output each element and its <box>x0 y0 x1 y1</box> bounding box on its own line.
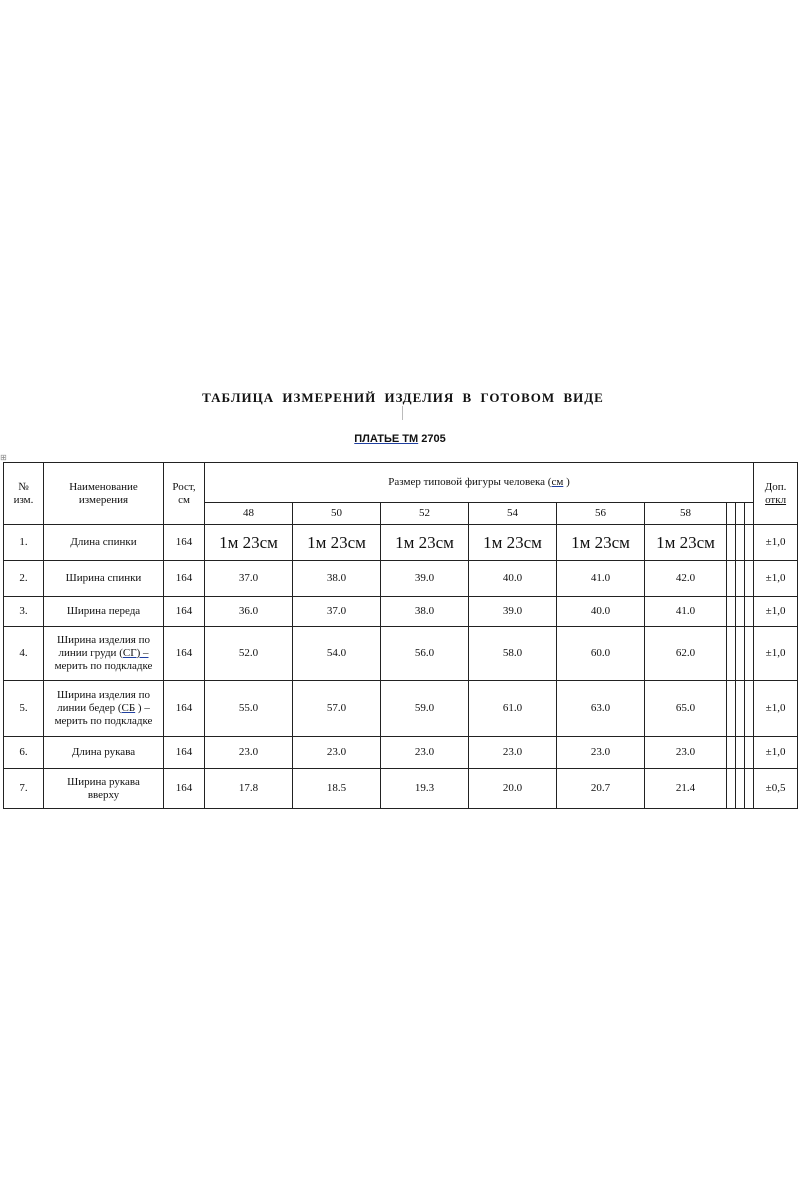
row-value: 1м 23см <box>205 525 293 561</box>
row-value: 39.0 <box>469 597 557 627</box>
document-subtitle-rest: 2705 <box>418 433 446 445</box>
table-anchor-icon: ⊞ <box>0 453 7 462</box>
measurement-table <box>3 462 798 809</box>
row-value: 23.0 <box>205 737 293 769</box>
table-row <box>4 737 798 769</box>
table-row <box>4 769 798 809</box>
row-value: 57.0 <box>293 681 381 737</box>
empty-cell <box>745 769 754 809</box>
document-title: ТАБЛИЦА ИЗМЕРЕНИЙ ИЗДЕЛИЯ В ГОТОВОМ ВИДЕ <box>202 390 604 405</box>
row-value: 23.0 <box>381 737 469 769</box>
row-tolerance: ±1,0 <box>754 627 798 681</box>
table-row <box>4 627 798 681</box>
empty-cell <box>736 561 745 597</box>
row-value: 63.0 <box>557 681 645 737</box>
row-value: 1м 23см <box>469 525 557 561</box>
row-tolerance: ±1,0 <box>754 561 798 597</box>
row-tolerance: ±1,0 <box>754 525 798 561</box>
row-value: 39.0 <box>381 561 469 597</box>
row-value: 18.5 <box>293 769 381 809</box>
table-row <box>4 525 798 561</box>
row-value: 58.0 <box>469 627 557 681</box>
header-tolerance: Доп. откл <box>754 463 798 525</box>
row-num: 7. <box>4 769 44 809</box>
row-height: 164 <box>164 737 205 769</box>
document-subtitle-underlined: ПЛАТЬЕ ТМ <box>354 433 419 445</box>
row-value: 1м 23см <box>557 525 645 561</box>
row-value: 65.0 <box>645 681 727 737</box>
document-subtitle <box>0 433 800 445</box>
row-value: 62.0 <box>645 627 727 681</box>
size-header-52: 52 <box>381 503 469 525</box>
row-height: 164 <box>164 597 205 627</box>
row-tolerance: ±1,0 <box>754 737 798 769</box>
empty-cell <box>736 597 745 627</box>
row-num: 3. <box>4 597 44 627</box>
row-value: 56.0 <box>381 627 469 681</box>
size-header-56: 56 <box>557 503 645 525</box>
empty-size-col <box>727 503 736 525</box>
row-value: 59.0 <box>381 681 469 737</box>
row-value: 19.3 <box>381 769 469 809</box>
empty-cell <box>736 525 745 561</box>
row-name: Ширина переда <box>44 597 164 627</box>
row-value: 1м 23см <box>645 525 727 561</box>
row-value: 41.0 <box>645 597 727 627</box>
row-height: 164 <box>164 681 205 737</box>
row-name: Ширина изделия по линии груди (СГ) – мерить по подкладке <box>44 627 164 681</box>
empty-cell <box>745 525 754 561</box>
row-height: 164 <box>164 769 205 809</box>
header-num: № изм. <box>4 463 44 525</box>
row-value: 23.0 <box>293 737 381 769</box>
empty-cell <box>736 681 745 737</box>
header-height: Рост, см <box>164 463 205 525</box>
empty-size-col <box>745 503 754 525</box>
row-value: 20.7 <box>557 769 645 809</box>
row-value: 23.0 <box>645 737 727 769</box>
header-name: Наименование измерения <box>44 463 164 525</box>
row-value: 37.0 <box>205 561 293 597</box>
empty-cell <box>727 737 736 769</box>
table-row <box>4 681 798 737</box>
row-value: 61.0 <box>469 681 557 737</box>
empty-cell <box>727 769 736 809</box>
row-value: 54.0 <box>293 627 381 681</box>
row-name: Длина спинки <box>44 525 164 561</box>
row-value: 36.0 <box>205 597 293 627</box>
row-name: Ширина спинки <box>44 561 164 597</box>
row-value: 40.0 <box>557 597 645 627</box>
row-value: 23.0 <box>557 737 645 769</box>
row-value: 23.0 <box>469 737 557 769</box>
row-value: 21.4 <box>645 769 727 809</box>
row-value: 38.0 <box>381 597 469 627</box>
table-row <box>4 597 798 627</box>
row-tolerance: ±1,0 <box>754 681 798 737</box>
row-value: 20.0 <box>469 769 557 809</box>
size-header-54: 54 <box>469 503 557 525</box>
row-height: 164 <box>164 525 205 561</box>
empty-cell <box>736 737 745 769</box>
text-cursor-mark <box>402 406 403 420</box>
empty-cell <box>745 737 754 769</box>
row-value: 52.0 <box>205 627 293 681</box>
row-value: 60.0 <box>557 627 645 681</box>
row-num: 6. <box>4 737 44 769</box>
row-tolerance: ±0,5 <box>754 769 798 809</box>
empty-cell <box>736 627 745 681</box>
row-num: 4. <box>4 627 44 681</box>
empty-cell <box>727 681 736 737</box>
row-num: 1. <box>4 525 44 561</box>
row-value: 17.8 <box>205 769 293 809</box>
empty-cell <box>727 525 736 561</box>
row-value: 42.0 <box>645 561 727 597</box>
header-size-group: Размер типовой фигуры человека (см ) <box>205 463 754 503</box>
size-header-50: 50 <box>293 503 381 525</box>
size-header-48: 48 <box>205 503 293 525</box>
row-value: 1м 23см <box>293 525 381 561</box>
header-row <box>4 463 798 503</box>
empty-cell <box>745 627 754 681</box>
empty-size-col <box>736 503 745 525</box>
empty-cell <box>727 627 736 681</box>
row-num: 5. <box>4 681 44 737</box>
row-value: 55.0 <box>205 681 293 737</box>
table-row <box>4 561 798 597</box>
empty-cell <box>736 769 745 809</box>
row-height: 164 <box>164 627 205 681</box>
empty-cell <box>745 597 754 627</box>
row-value: 1м 23см <box>381 525 469 561</box>
empty-cell <box>745 681 754 737</box>
size-header-58: 58 <box>645 503 727 525</box>
row-value: 40.0 <box>469 561 557 597</box>
row-name: Ширина изделия по линии бедер (СБ ) – мерить по подкладке <box>44 681 164 737</box>
row-value: 38.0 <box>293 561 381 597</box>
empty-cell <box>727 561 736 597</box>
row-num: 2. <box>4 561 44 597</box>
row-tolerance: ±1,0 <box>754 597 798 627</box>
row-height: 164 <box>164 561 205 597</box>
row-value: 37.0 <box>293 597 381 627</box>
row-value: 41.0 <box>557 561 645 597</box>
row-name: Длина рукава <box>44 737 164 769</box>
empty-cell <box>745 561 754 597</box>
row-name: Ширина рукава вверху <box>44 769 164 809</box>
empty-cell <box>727 597 736 627</box>
